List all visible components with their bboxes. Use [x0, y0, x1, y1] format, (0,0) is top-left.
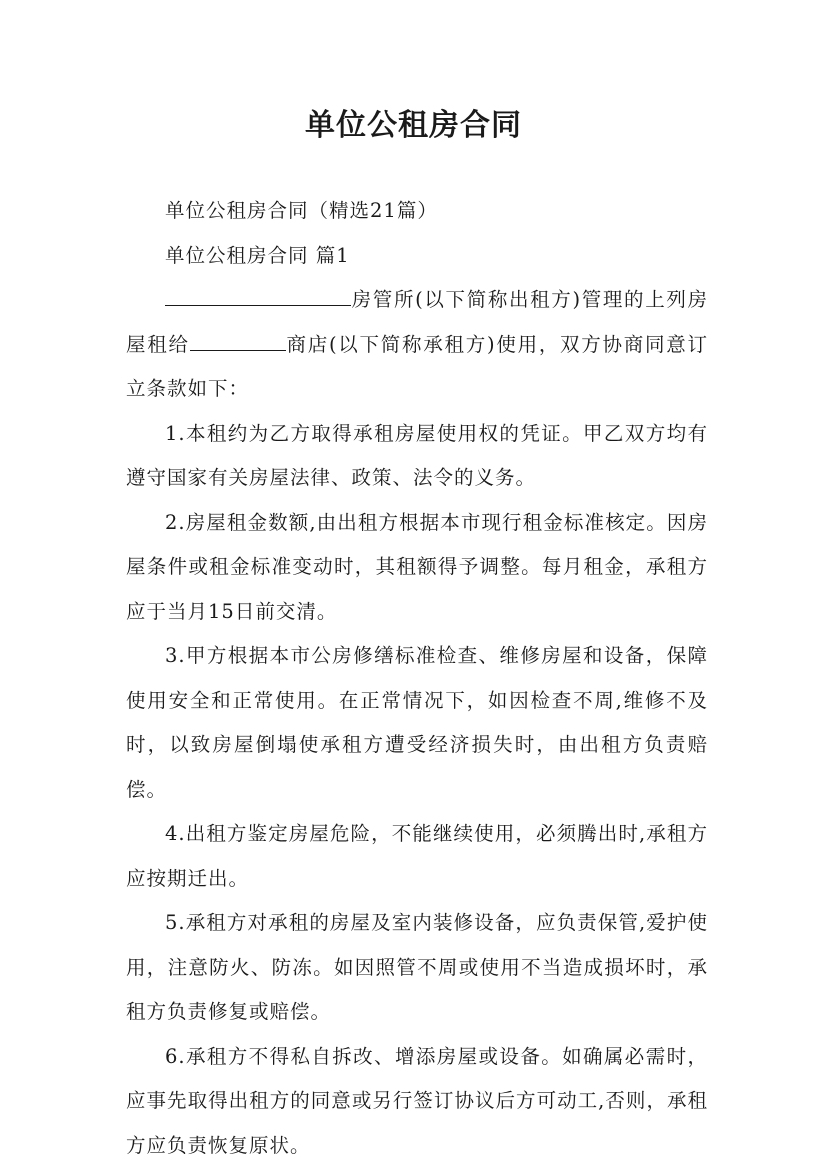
section-heading: 单位公租房合同 篇1: [165, 243, 350, 267]
tenant-blank: [190, 326, 286, 351]
document-body: [126, 189, 708, 1168]
document-subtitle: 单位公租房合同（精选21篇）: [165, 199, 438, 222]
clause-6: 6.承租方不得私自拆改、增添房屋或设备。如确属必需时，应事先取得出租方的同意或另行签订协议后方可动工,否则，承租方应负责恢复原状。: [126, 1044, 708, 1157]
document-title: 单位公租房合同: [305, 108, 522, 143]
intro-text-2: 商店(以下简称承租方)使用，双方协商同意订立条款如下：: [126, 332, 708, 400]
clause-3: 3.甲方根据本市公房修缮标准检查、维修房屋和设备，保障使用安全和正常使用。在正常情况下，如因检查不周,维修不及时，以致房屋倒塌使承租方遭受经济损失时，由出租方负责赔偿。: [126, 644, 708, 801]
intro-paragraph: [126, 278, 708, 412]
clause-2: 2.房屋租金数额,由出租方根据本市现行租金标准核定。因房屋条件或租金标准变动时，其租额得予调整。每月租金，承租方应于当月15日前交清。: [126, 510, 708, 623]
intro-text-1: 房管所(以下简称出租方)管理的上列房屋租给: [126, 288, 708, 356]
clause-4: 4.出租方鉴定房屋危险，不能继续使用，必须腾出时,承租方应按期迁出。: [126, 822, 708, 890]
clause-1: 1.本租约为乙方取得承租房屋使用权的凭证。甲乙双方均有遵守国家有关房屋法律、政策、法令的义务。: [126, 421, 708, 489]
clause-5: 5.承租方对承租的房屋及室内装修设备，应负责保管,爱护使用，注意防火、防冻。如因照管不周或使用不当造成损坏时，承租方负责修复或赔偿。: [126, 911, 708, 1023]
landlord-blank: [165, 281, 351, 306]
